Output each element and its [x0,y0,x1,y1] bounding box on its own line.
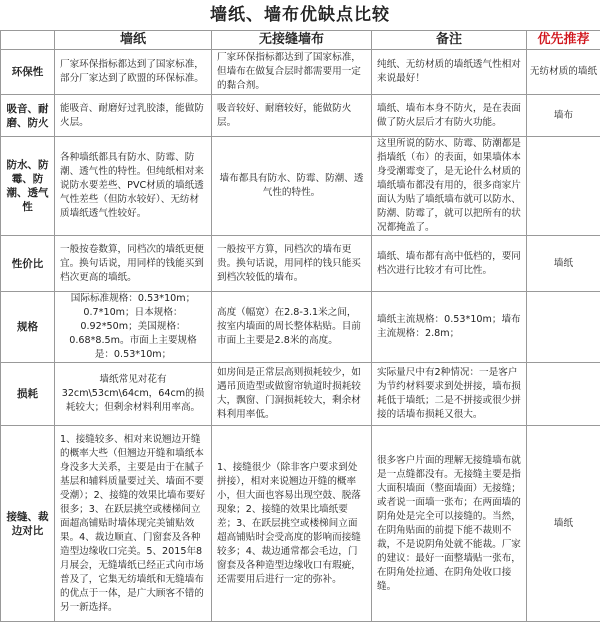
cell-note: 墙纸、墙布都有高中低档的，要同档次进行比较才有可比性。 [372,236,527,292]
cell-note: 实际量尺中有2种情况：一是客户为节约材料要求到处拼接，墙布损耗低于墙纸；二是不拼接或很少拼接的话墙布损耗又很大。 [372,363,527,426]
cell-wallpaper: 能吸音、耐磨好过乳胶漆，能做防火层。 [55,95,212,137]
row-label: 规格 [1,292,55,363]
table-row [1,95,600,137]
cell-recommend: 无纺材质的墙纸 [527,50,600,95]
cell-wallpaper: 墙纸常见对花有32cm\53cm\64cm，64cm的损耗较大；但剩余材料利用率高。 [55,363,212,426]
table-row [1,236,600,292]
row-label: 损耗 [1,363,55,426]
page-title: 墙纸、墙布优缺点比较 [0,0,600,30]
cell-recommend [527,137,600,236]
header-seamless-cloth: 无接缝墙布 [212,31,372,50]
cell-recommend [527,363,600,426]
row-label: 防水、防霉、防潮、透气性 [1,137,55,236]
header-note: 备注 [372,31,527,50]
row-label: 接缝、裁边对比 [1,426,55,622]
cell-note: 这里所说的防水、防霉、防潮都是指墙纸（布）的表面，如果墙体本身受潮霉变了，是无论什么材质的墙纸墙布都没有用的，很多商家片面认为贴了墙纸墙布就可以防水、防潮、防霉了，就可以把所有的状况都掩盖了。 [372,137,527,236]
cell-cloth: 一般按平方算，同档次的墙布更贵。换句话说，用同样的钱只能买到档次较低的墙布。 [212,236,372,292]
cell-cloth: 高度（幅宽）在2.8-3.1米之间，按室内墙面的周长整体粘贴。目前市面上主要是2.8米的高度。 [212,292,372,363]
row-label: 性价比 [1,236,55,292]
comparison-table [0,30,600,622]
cell-cloth: 吸音较好、耐磨较好，能做防火层。 [212,95,372,137]
cell-recommend: 墙布 [527,95,600,137]
cell-note: 墙纸主流规格：0.53*10m；墙布主流规格：2.8m； [372,292,527,363]
cell-wallpaper: 1、接缝较多、相对来说翘边开缝的概率大些（但翘边开缝和墙纸本身没多大关系，主要是由于在腻子基层和辅料质量要过关、墙面不要受潮）；2、接缝的效果比墙布要好很多；3、在跃层挑空或楼梯间立面超高铺贴时墙体现完美铺贴效果。4、裁边顺直、门窗套及各种造型边缘收口完美。5、2015年8月展会，无缝墙纸已经正式向市场普及了，它集无纺墙纸和无缝墙布的优点于一体，是广大顾客不错的另一新选择。 [55,426,212,622]
cell-wallpaper: 厂家环保指标都达到了国家标准，部分厂家达到了欧盟的环保标准。 [55,50,212,95]
cell-wallpaper: 各种墙纸都具有防水、防霉、防潮、透气性的特性。但纯纸相对来说防水要差些、PVC材质的墙纸透气性差些（但防水较好）、无纺材质墙纸透气性较好。 [55,137,212,236]
cell-note: 很多客户片面的理解无接缝墙布就是一点缝都没有。无接缝主要是指大面积墙面（整面墙面）无接缝；或者说一面墙一张布；在两面墙的阴角处是完全可以接缝的。当然，在阴角贴面的前提下能不裁则不裁，不是说阴角处就不能裁。厂家的建议：最好一面整墙贴一张布，在阴角处拉通、在阴角处收口接缝。 [372,426,527,622]
table-row [1,363,600,426]
table-row [1,137,600,236]
cell-wallpaper: 国际标准规格：0.53*10m；0.7*10m；日本规格：0.92*50m；美国规格：0.68*8.5m。市面上主要规格是：0.53*10m； [55,292,212,363]
header-recommend: 优先推荐 [527,31,600,50]
cell-wallpaper: 一般按卷数算，同档次的墙纸更便宜。换句话说，用同样的钱能买到档次更高的墙纸。 [55,236,212,292]
table-row [1,292,600,363]
cell-cloth: 墙布都具有防水、防霉、防潮、透气性的特性。 [212,137,372,236]
cell-recommend: 墙纸 [527,426,600,622]
table-row [1,426,600,622]
table-header-row [1,31,600,50]
cell-cloth: 厂家环保指标都达到了国家标准，但墙布在做复合层时都需要用一定的黏合剂。 [212,50,372,95]
row-label: 吸音、耐磨、防火 [1,95,55,137]
cell-cloth: 如房间是正常层高则损耗较少，如遇吊顶造型或做窗帘轨道时损耗较大，飘窗、门洞损耗较大，剩余材料利用率低。 [212,363,372,426]
header-corner [1,31,55,50]
table-row [1,50,600,95]
cell-recommend [527,292,600,363]
row-label: 环保性 [1,50,55,95]
cell-recommend: 墙纸 [527,236,600,292]
cell-note: 墙纸、墙布本身不防火，是在表面做了防火层后才有防火功能。 [372,95,527,137]
header-wallpaper: 墙纸 [55,31,212,50]
cell-note: 纯纸、无纺材质的墙纸透气性相对来说最好！ [372,50,527,95]
cell-cloth: 1、接缝很少（除非客户要求到处拼接），相对来说翘边开缝的概率小，但大面也容易出现空鼓、脱落现象；2、接缝的效果比墙纸要差；3、在跃层挑空或楼梯间立面超高铺贴时会受高度的影响而接缝较多；4、裁边通常都会毛边，门窗套及各种造型边缘收口有瑕疵，还需要用后进行一定的弥补。 [212,426,372,622]
